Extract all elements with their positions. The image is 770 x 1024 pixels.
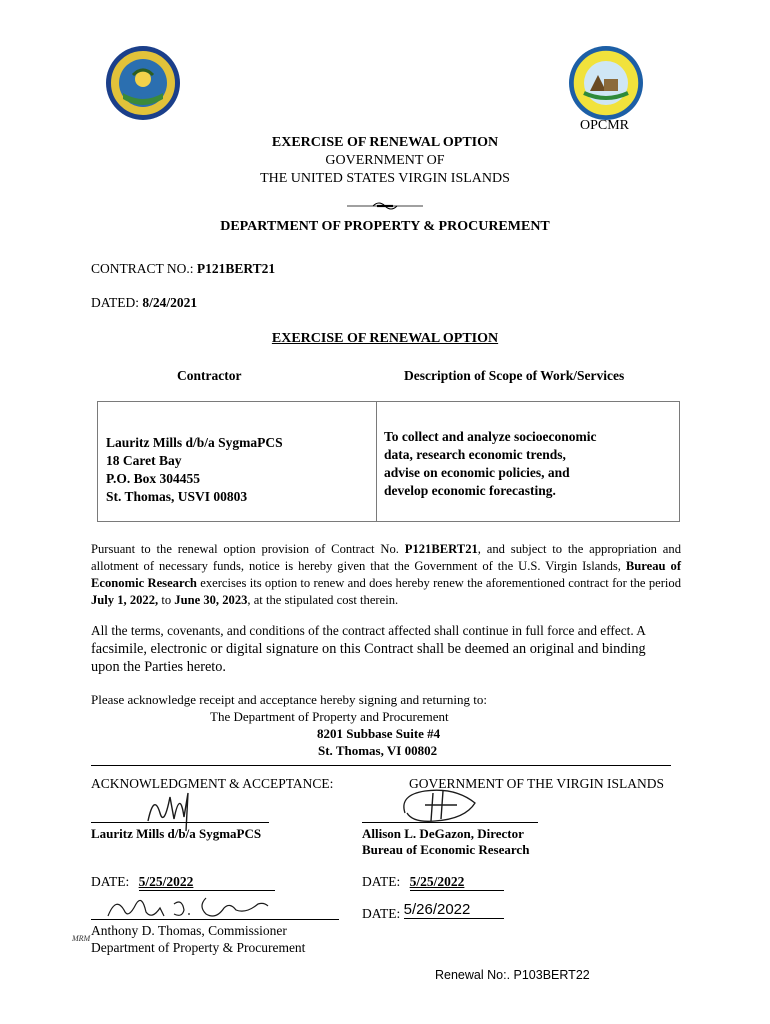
- director-department: Bureau of Economic Research: [362, 842, 530, 857]
- scope-line: To collect and analyze socioeconomic: [384, 429, 597, 444]
- contractor-line: 18 Caret Bay: [106, 453, 182, 468]
- contractor-line: St. Thomas, USVI 00803: [106, 489, 248, 504]
- contract-number: [91, 261, 275, 277]
- table-divider: [376, 402, 377, 521]
- gov-line-1: GOVERNMENT OF: [325, 153, 445, 168]
- gov-line-2: THE UNITED STATES VIRGIN ISLANDS: [260, 171, 510, 186]
- commissioner-name: Anthony D. Thomas, Commissioner: [91, 923, 287, 938]
- date-label: DATE:: [91, 874, 130, 889]
- terms-line-3: upon the Parties hereto.: [91, 659, 226, 675]
- contract-dated: [91, 295, 197, 311]
- dated-label: DATED:: [91, 295, 139, 310]
- renewal-paragraph: [91, 541, 681, 609]
- commissioner-signature-line: [91, 919, 339, 920]
- p1-contract: P121BERT21: [404, 542, 478, 556]
- office-code: OPCMR: [580, 118, 630, 133]
- return-dept: The Department of Property and Procurement: [210, 709, 449, 724]
- return-address-1: 8201 Subbase Suite #4: [317, 726, 441, 741]
- p1-start-date: July 1, 2022,: [91, 593, 159, 607]
- gov-usvi-seal-icon: [105, 45, 181, 121]
- contractor-cell: [106, 434, 283, 506]
- p1-bureau: Bureau of Economic Research: [91, 559, 682, 590]
- director-date-value: 5/25/2022: [410, 874, 504, 891]
- p1-to: to: [161, 593, 172, 607]
- section-title: EXERCISE OF RENEWAL OPTION: [271, 331, 499, 346]
- director-signature-line: [362, 822, 538, 823]
- department-heading: DEPARTMENT OF PROPERTY & PROCUREMENT: [220, 219, 550, 234]
- dated-value: 8/24/2021: [142, 295, 198, 310]
- scope-cell: [384, 428, 596, 500]
- p1-text-b: , and subject to the appropriation and allotment of necessary funds, notice is hereby given that the Government of the U.S. Virgin Islands,: [91, 542, 681, 573]
- renewal-number: Renewal No:. P103BERT22: [435, 968, 590, 982]
- p1-end-date: June 30, 2023: [174, 593, 248, 607]
- terms-line-2: facsimile, electronic or digital signature on this Contract shall be deemed an original and binding: [91, 641, 646, 657]
- date-label: DATE:: [362, 906, 401, 921]
- scope-line: develop economic forecasting.: [384, 483, 556, 498]
- p1-text-c: exercises its option to renew and does hereby renew the aforementioned contract for the period: [200, 576, 681, 590]
- contract-no-label: CONTRACT NO.:: [91, 261, 194, 276]
- ack-label: ACKNOWLEDGMENT & ACCEPTANCE:: [91, 776, 334, 791]
- contract-table: [97, 401, 680, 522]
- director-date: [362, 874, 504, 891]
- initials-mark: MRM: [72, 934, 91, 943]
- commissioner-signature-icon: [102, 890, 272, 926]
- p1-text-a: Pursuant to the renewal option provision of Contract No.: [91, 542, 399, 556]
- gov-label: GOVERNMENT OF THE VIRGIN ISLANDS: [409, 776, 665, 791]
- director-signer: Allison L. DeGazon, Director: [362, 826, 524, 841]
- commissioner-department: Department of Property & Procurement: [91, 940, 306, 955]
- dpp-seal-icon: [568, 45, 644, 121]
- separator-rule: [91, 765, 671, 766]
- terms-line-1: All the terms, covenants, and conditions of the contract affected shall continue in full force and effect. A: [91, 623, 646, 638]
- contract-no-value: P121BERT21: [196, 261, 276, 276]
- contractor-signer: Lauritz Mills d/b/a SygmaPCS: [91, 826, 262, 841]
- return-instruction: Please acknowledge receipt and acceptance hereby signing and returning to:: [91, 692, 487, 707]
- commissioner-date: [362, 901, 504, 923]
- ornament-divider-icon: [345, 200, 425, 212]
- contractor-line: P.O. Box 304455: [106, 471, 201, 486]
- contractor-signature-line: [91, 822, 269, 823]
- p1-text-d: , at the stipulated cost therein.: [247, 593, 399, 607]
- commissioner-date-value: 5/26/2022: [404, 901, 504, 919]
- contractor-date: [91, 874, 275, 891]
- date-label: DATE:: [362, 874, 401, 889]
- contractor-date-value: 5/25/2022: [139, 874, 275, 891]
- return-address-2: St. Thomas, VI 00802: [318, 743, 438, 758]
- col-contractor-header: Contractor: [177, 368, 242, 383]
- scope-line: data, research economic trends,: [384, 447, 566, 462]
- col-scope-header: Description of Scope of Work/Services: [404, 368, 625, 383]
- scope-line: advise on economic policies, and: [384, 465, 570, 480]
- contractor-line: Lauritz Mills d/b/a SygmaPCS: [106, 435, 283, 450]
- document-title: EXERCISE OF RENEWAL OPTION: [271, 135, 499, 150]
